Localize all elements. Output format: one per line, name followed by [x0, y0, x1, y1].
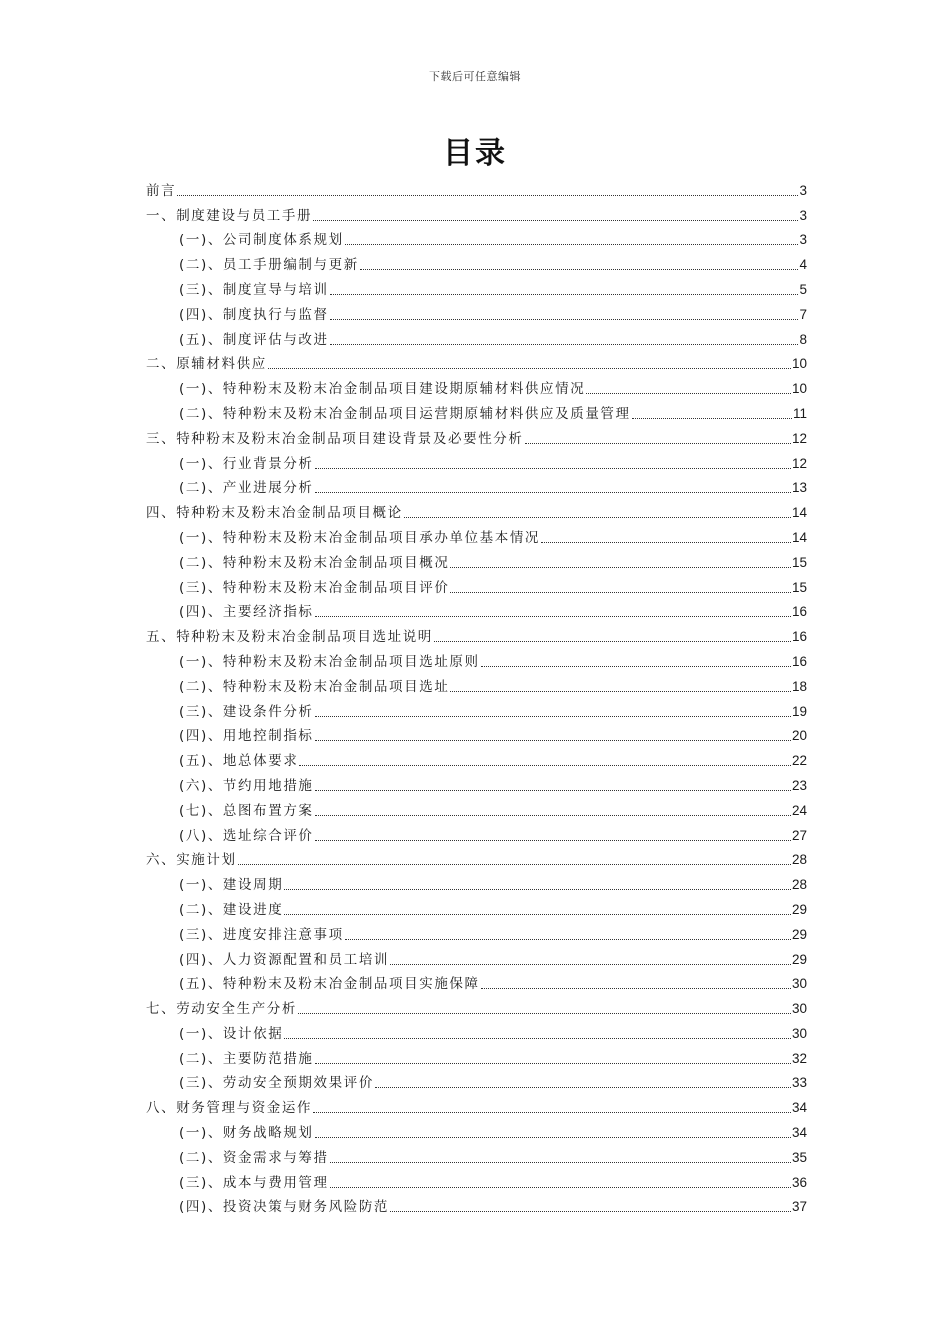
toc-entry-text: (一)、特种粉末及粉末冶金制品项目承办单位基本情况 [179, 529, 541, 546]
toc-entry-text: (二)、建设进度 [179, 901, 284, 918]
toc-entry-page-number: 14 [791, 505, 807, 521]
toc-entry[interactable] [146, 797, 807, 822]
toc-dot-leader [315, 1137, 791, 1138]
toc-entry[interactable] [146, 450, 807, 475]
toc-entry-page-number: 3 [799, 207, 807, 223]
toc-entry-text: (三)、成本与费用管理 [179, 1174, 329, 1191]
toc-entry[interactable] [146, 425, 807, 450]
toc-entry-text: (一)、建设周期 [179, 877, 284, 894]
toc-entry-text: (一)、设计依据 [179, 1025, 284, 1042]
table-of-contents [146, 177, 807, 1218]
toc-entry-page-number: 29 [791, 901, 807, 917]
toc-dot-leader [315, 1063, 791, 1064]
toc-entry[interactable] [146, 301, 807, 326]
toc-entry-page-number: 12 [791, 455, 807, 471]
toc-entry[interactable] [146, 326, 807, 351]
toc-entry-text: (六)、节约用地措施 [179, 777, 314, 794]
toc-entry-text: (二)、产业进展分析 [179, 480, 314, 497]
toc-dot-leader [404, 517, 791, 518]
toc-entry-text: (二)、特种粉末及粉末冶金制品项目运营期原辅材料供应及质量管理 [179, 405, 631, 422]
toc-entry[interactable] [146, 971, 807, 996]
toc-entry[interactable] [146, 251, 807, 276]
toc-entry-page-number: 32 [791, 1050, 807, 1066]
toc-entry[interactable] [146, 1119, 807, 1144]
toc-dot-leader [315, 616, 791, 617]
toc-dot-leader [315, 840, 791, 841]
toc-entry-text: (二)、特种粉末及粉末冶金制品项目概况 [179, 554, 450, 571]
toc-dot-leader [450, 592, 791, 593]
toc-entry-page-number: 16 [791, 629, 807, 645]
toc-entry-page-number: 5 [799, 281, 807, 297]
toc-entry-page-number: 30 [791, 1025, 807, 1041]
toc-dot-leader [315, 790, 791, 791]
toc-entry[interactable] [146, 227, 807, 252]
toc-entry-page-number: 34 [791, 1125, 807, 1141]
toc-dot-leader [284, 1038, 791, 1039]
toc-entry[interactable] [146, 921, 807, 946]
toc-entry-page-number: 27 [791, 827, 807, 843]
toc-entry-text: 三、特种粉末及粉末冶金制品项目建设背景及必要性分析 [146, 430, 524, 447]
toc-entry-page-number: 20 [791, 728, 807, 744]
toc-entry[interactable] [146, 524, 807, 549]
toc-entry[interactable] [146, 351, 807, 376]
toc-entry[interactable] [146, 599, 807, 624]
toc-dot-leader [313, 220, 798, 221]
toc-entry-text: (五)、特种粉末及粉末冶金制品项目实施保障 [179, 976, 480, 993]
toc-entry[interactable] [146, 1070, 807, 1095]
toc-entry-page-number: 12 [791, 430, 807, 446]
toc-entry-page-number: 10 [791, 356, 807, 372]
toc-dot-leader [315, 815, 791, 816]
toc-title: 目录 [443, 136, 507, 171]
toc-dot-leader [541, 542, 791, 543]
toc-entry-page-number: 15 [791, 554, 807, 570]
toc-entry-text: (四)、制度执行与监督 [179, 306, 329, 323]
toc-entry-text: 前言 [146, 182, 177, 199]
toc-entry-text: 二、原辅材料供应 [146, 356, 267, 373]
toc-entry-page-number: 34 [791, 1100, 807, 1116]
toc-dot-leader [299, 765, 791, 766]
toc-entry[interactable] [146, 946, 807, 971]
toc-entry[interactable] [146, 499, 807, 524]
toc-dot-leader [315, 468, 791, 469]
toc-entry-page-number: 3 [799, 232, 807, 248]
toc-dot-leader [375, 1087, 791, 1088]
toc-entry-text: (四)、人力资源配置和员工培训 [179, 951, 390, 968]
toc-entry[interactable] [146, 574, 807, 599]
toc-entry-text: 七、劳动安全生产分析 [146, 1001, 297, 1018]
toc-entry-text: 一、制度建设与员工手册 [146, 207, 313, 224]
toc-dot-leader [360, 269, 799, 270]
toc-entry-page-number: 10 [791, 381, 807, 397]
toc-entry[interactable] [146, 1144, 807, 1169]
toc-dot-leader [586, 393, 791, 394]
toc-entry-text: (三)、进度安排注意事项 [179, 926, 344, 943]
toc-entry-text: (八)、选址综合评价 [179, 827, 314, 844]
toc-dot-leader [330, 319, 799, 320]
toc-entry-page-number: 13 [791, 480, 807, 496]
toc-dot-leader [481, 988, 791, 989]
toc-entry[interactable] [146, 1094, 807, 1119]
toc-entry-page-number: 18 [791, 678, 807, 694]
toc-entry-page-number: 24 [791, 802, 807, 818]
toc-dot-leader [450, 567, 791, 568]
toc-entry-page-number: 22 [791, 753, 807, 769]
toc-entry-page-number: 29 [791, 926, 807, 942]
toc-entry-text: (三)、劳动安全预期效果评价 [179, 1075, 374, 1092]
toc-entry-page-number: 15 [791, 579, 807, 595]
toc-dot-leader [177, 195, 798, 196]
toc-entry[interactable] [146, 475, 807, 500]
toc-entry-text: 五、特种粉末及粉末冶金制品项目选址说明 [146, 629, 433, 646]
toc-dot-leader [434, 641, 791, 642]
toc-dot-leader [268, 368, 791, 369]
toc-entry-page-number: 33 [791, 1075, 807, 1091]
toc-entry-text: (五)、制度评估与改进 [179, 331, 329, 348]
toc-entry-page-number: 30 [791, 1001, 807, 1017]
toc-entry-text: (五)、地总体要求 [179, 753, 299, 770]
toc-entry-page-number: 28 [791, 852, 807, 868]
toc-dot-leader [390, 1211, 791, 1212]
toc-entry-page-number: 7 [799, 306, 807, 322]
toc-dot-leader [330, 294, 799, 295]
toc-dot-leader [525, 443, 791, 444]
toc-entry-text: (三)、特种粉末及粉末冶金制品项目评价 [179, 579, 450, 596]
header-note: 下载后可任意编辑 [429, 70, 521, 83]
toc-entry[interactable] [146, 673, 807, 698]
toc-dot-leader [345, 939, 791, 940]
toc-entry-text: (四)、投资决策与财务风险防范 [179, 1199, 390, 1216]
toc-entry-text: (一)、行业背景分析 [179, 455, 314, 472]
toc-entry[interactable] [146, 202, 807, 227]
toc-entry[interactable] [146, 723, 807, 748]
toc-entry[interactable] [146, 896, 807, 921]
toc-entry[interactable] [146, 400, 807, 425]
toc-entry[interactable] [146, 375, 807, 400]
toc-dot-leader [313, 1112, 791, 1113]
toc-dot-leader [315, 740, 791, 741]
toc-entry-page-number: 8 [799, 331, 807, 347]
toc-entry-page-number: 11 [792, 405, 807, 421]
toc-entry-text: (二)、员工手册编制与更新 [179, 257, 359, 274]
toc-entry-text: (三)、建设条件分析 [179, 703, 314, 720]
toc-entry-text: (三)、制度宣导与培训 [179, 281, 329, 298]
toc-dot-leader [315, 716, 791, 717]
toc-entry[interactable] [146, 549, 807, 574]
toc-entry-page-number: 23 [791, 777, 807, 793]
toc-entry-text: 六、实施计划 [146, 852, 237, 869]
toc-entry[interactable] [146, 276, 807, 301]
toc-entry-text: (七)、总图布置方案 [179, 802, 314, 819]
toc-entry-page-number: 29 [791, 951, 807, 967]
toc-entry-text: (一)、财务战略规划 [179, 1125, 314, 1142]
toc-dot-leader [632, 418, 792, 419]
toc-dot-leader [330, 1162, 791, 1163]
toc-dot-leader [330, 344, 799, 345]
toc-entry[interactable] [146, 1169, 807, 1194]
toc-entry[interactable] [146, 623, 807, 648]
toc-dot-leader [238, 864, 791, 865]
toc-entry-page-number: 19 [791, 703, 807, 719]
toc-entry-page-number: 28 [791, 877, 807, 893]
toc-entry-text: (四)、用地控制指标 [179, 728, 314, 745]
toc-dot-leader [330, 1187, 791, 1188]
toc-entry-page-number: 3 [799, 182, 807, 198]
toc-dot-leader [284, 914, 791, 915]
toc-entry-page-number: 35 [791, 1149, 807, 1165]
toc-entry-page-number: 14 [791, 529, 807, 545]
toc-entry[interactable] [146, 847, 807, 872]
toc-entry[interactable] [146, 177, 807, 202]
toc-entry[interactable] [146, 822, 807, 847]
toc-entry[interactable] [146, 747, 807, 772]
toc-entry-page-number: 16 [791, 653, 807, 669]
toc-entry[interactable] [146, 1194, 807, 1219]
toc-entry-text: (一)、特种粉末及粉末冶金制品项目选址原则 [179, 653, 480, 670]
toc-entry[interactable] [146, 1020, 807, 1045]
toc-entry-text: (四)、主要经济指标 [179, 604, 314, 621]
toc-entry-page-number: 36 [791, 1174, 807, 1190]
toc-entry-text: (二)、主要防范措施 [179, 1050, 314, 1067]
toc-entry-text: 四、特种粉末及粉末冶金制品项目概论 [146, 505, 403, 522]
toc-dot-leader [284, 889, 791, 890]
toc-entry-text: (二)、资金需求与筹措 [179, 1149, 329, 1166]
toc-entry-text: 八、财务管理与资金运作 [146, 1100, 313, 1117]
toc-entry-text: (一)、特种粉末及粉末冶金制品项目建设期原辅材料供应情况 [179, 381, 586, 398]
toc-entry-text: (一)、公司制度体系规划 [179, 232, 344, 249]
toc-dot-leader [481, 666, 791, 667]
toc-entry[interactable] [146, 1045, 807, 1070]
toc-entry[interactable] [146, 698, 807, 723]
toc-entry-page-number: 30 [791, 976, 807, 992]
toc-dot-leader [298, 1013, 791, 1014]
toc-dot-leader [315, 492, 791, 493]
toc-dot-leader [450, 691, 791, 692]
toc-entry[interactable] [146, 995, 807, 1020]
toc-entry[interactable] [146, 772, 807, 797]
toc-entry-page-number: 4 [799, 257, 807, 273]
toc-entry-text: (二)、特种粉末及粉末冶金制品项目选址 [179, 678, 450, 695]
toc-dot-leader [390, 964, 791, 965]
toc-entry-page-number: 16 [791, 604, 807, 620]
toc-entry-page-number: 37 [791, 1199, 807, 1215]
toc-entry[interactable] [146, 871, 807, 896]
toc-entry[interactable] [146, 648, 807, 673]
toc-dot-leader [345, 244, 799, 245]
